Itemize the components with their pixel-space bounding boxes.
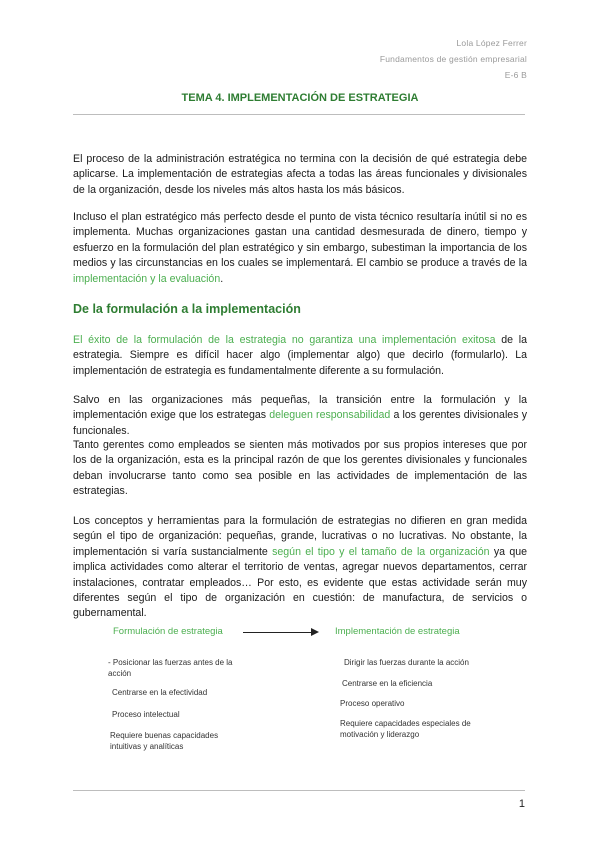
highlight-delegate: deleguen responsabilidad [269, 409, 391, 422]
paragraph-intro: El proceso de la administración estratégica no termina con la decisión de qué estrategia debe aplicarse. La implementación de estrategias afecta a todas las áreas funcionales y divisionales de la organización, desde los niveles más altos hasta los más básicos. [73, 153, 527, 196]
left-item-2: Centrarse en la efectividad [112, 688, 208, 697]
arrow-right-icon [311, 628, 319, 636]
arrow-line [243, 632, 313, 633]
diagram-left-title: Formulación de estrategia [113, 626, 223, 637]
left-item-4: Requiere buenas capacidades intuitivas y analíticas [110, 731, 219, 751]
section-title: De la formulación a la implementación [73, 302, 301, 316]
right-item-1: Dirigir las fuerzas durante la acción [344, 658, 469, 667]
paragraph-concepts-text: Los conceptos y herramientas para la formulación de estrategias no difieren en gran medida según el tipo de organización: pequeñas, grande, lucrativas o no lucrativas. No obstante, la implementación si varía sustancialmente [73, 515, 527, 558]
header-course: Fundamentos de gestión empresarial [379, 54, 527, 64]
paragraph-success [73, 333, 527, 379]
footer-divider [73, 790, 525, 791]
diagram-right-title: Implementación de estrategia [335, 626, 460, 637]
paragraph-transition-text: Salvo en las organizaciones más pequeñas, la transición entre la formulación y la implementación exige que los estrategas [73, 394, 527, 422]
document-title: TEMA 4. IMPLEMENTACIÓN DE ESTRATEGIA [181, 92, 419, 104]
right-item-2: Centrarse en la eficiencia [342, 679, 433, 688]
paragraph-transition-end: a los gerentes divisionales y funcionales. [73, 409, 527, 437]
left-item-3: Proceso intelectual [112, 710, 180, 719]
highlight-success: El éxito de la formulación de la estrategia no garantiza una implementación exitosa [73, 334, 496, 346]
page-number: 1 [518, 798, 525, 810]
paragraph-success-text: de la estrategia. Siempre es difícil hacer algo (implementar algo) que decirlo (formularlo). La implementación de estrategia es fundamentalmente diferente a su formulación. [73, 334, 527, 377]
paragraph-transition [73, 393, 527, 439]
paragraph-plan [73, 210, 527, 287]
right-item-4: Requiere capacidades especiales de motivación y liderazgo [340, 719, 471, 739]
header-author: Lola López Ferrer [456, 38, 527, 48]
title-divider [73, 114, 525, 115]
header-code: E-6 B [504, 70, 527, 80]
highlight-type-size: según el tipo y el tamaño de la organización [272, 545, 490, 558]
paragraph-concepts [73, 514, 527, 622]
right-item-3: Proceso operativo [340, 699, 405, 708]
left-item-1: - Posicionar las fuerzas antes de la acción [108, 658, 233, 678]
paragraph-plan-text: Incluso el plan estratégico más perfecto desde el punto de vista técnico resultaría inútil si no es implementa. Muchas organizaciones gastan una cantidad desmesurada de dinero, tiempo y esfuerzo en la formulación del plan estratégico y sin embargo, subestiman la importancia de los medios y las circunstancias en los cuales se implementará. El cambio se produce a través de la [73, 211, 527, 270]
paragraph-motivation: Tanto gerentes como empleados se sienten más motivados por sus propios intereses que por los de la organización, esta es la principal razón de que los gerentes divisionales y funcionales deban involucrarse tanto como sea posible en las actividades de implementación de las estrategias. [73, 439, 527, 498]
paragraph-concepts-end: ya que implica actividades como alterar el territorio de ventas, agregar nuevos departamentos, cerrar instalaciones, contratar empleados… Por esto, es evidente que estas actividade serán muy diferentes según el tipo de organización en cuestión: de manufactura, de servicios o gubernamental. [73, 545, 527, 620]
highlight-implementation-evaluation: implementación y la evaluación [73, 272, 221, 285]
paragraph-plan-end: . [220, 272, 224, 285]
